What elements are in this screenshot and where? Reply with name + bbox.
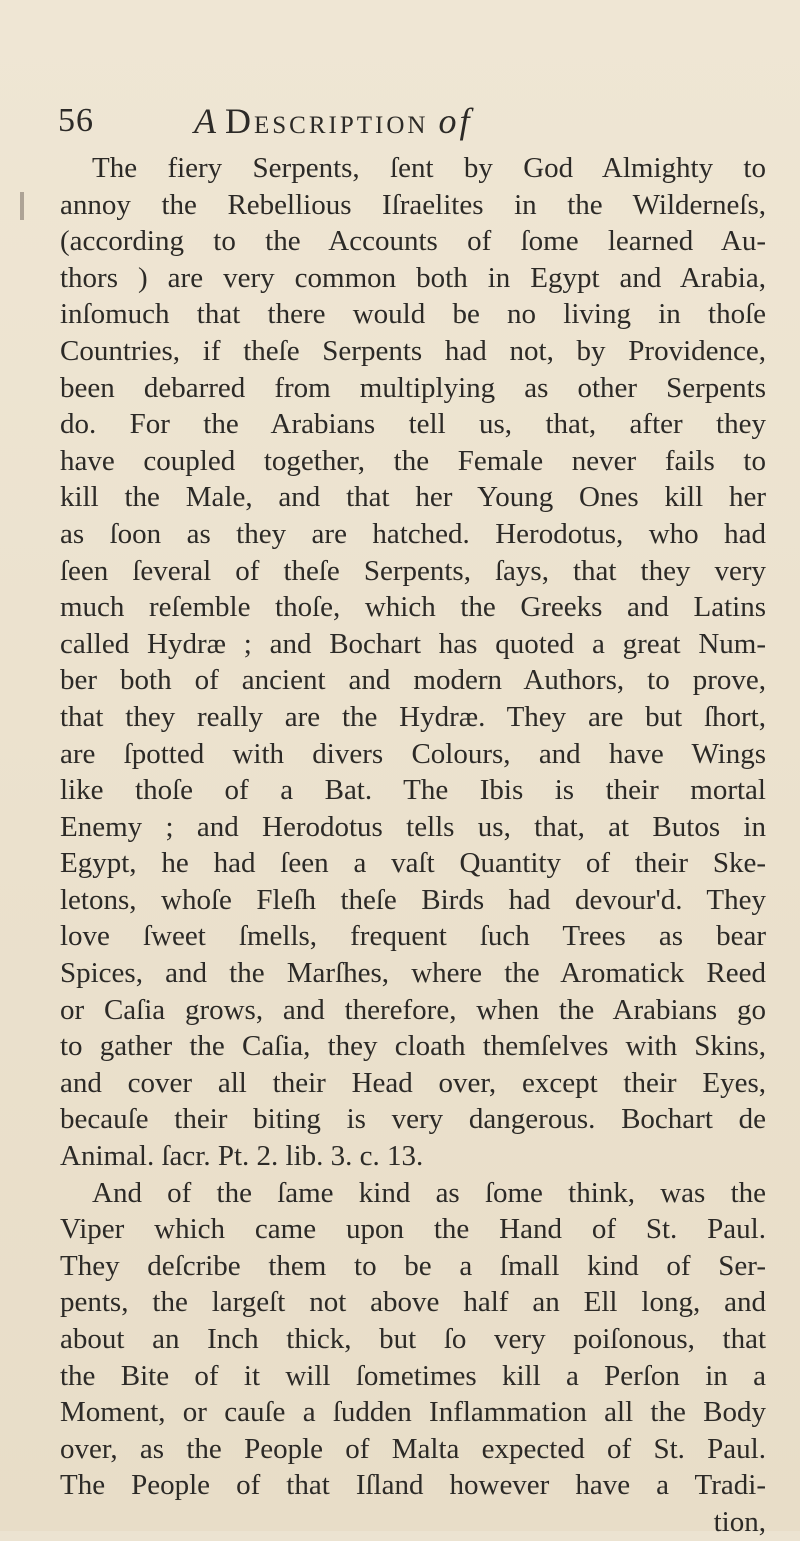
- text-line: ſeen ſeveral of theſe Serpents, ſays, that they very: [60, 554, 766, 587]
- text-line: (according to the Accounts of ſome learned Au-: [60, 225, 766, 258]
- text-line: are ſpotted with divers Colours, and have Wings: [60, 737, 766, 770]
- text-line: annoy the Rebellious Iſraelites in the Wilderneſs,: [60, 188, 766, 221]
- text-line: been debarred from multiplying as other Serpents: [60, 371, 766, 404]
- text-line: about an Inch thick, but ſo very poiſonous, that: [60, 1323, 766, 1355]
- running-title-word: Description: [225, 101, 429, 141]
- text-line: Enemy ; and Herodotus tells us, that, at Butos in: [60, 810, 766, 843]
- text-line: have coupled together, the Female never fails to: [60, 444, 766, 477]
- margin-mark: [20, 192, 24, 220]
- text-line: Animal. ſacr. Pt. 2. lib. 3. c. 13.: [60, 1140, 424, 1173]
- catchword: tion,: [713, 1505, 766, 1538]
- page-number: 56: [58, 102, 94, 139]
- text-line: Egypt, he had ſeen a vaſt Quantity of their Ske-: [60, 847, 766, 880]
- text-line: Countries, if theſe Serpents had not, by Providence,: [60, 334, 766, 367]
- text-line: Moment, or cauſe a ſudden Inflammation all the Body: [60, 1396, 766, 1429]
- text-line: much reſemble thoſe, which the Greeks and Latins: [60, 591, 766, 624]
- text-line: do. For the Arabians tell us, that, after they: [60, 408, 766, 441]
- text-line: called Hydræ ; and Bochart has quoted a great Num-: [60, 627, 766, 660]
- text-line: to gather the Caſia, they cloath themſelves with Skins,: [60, 1030, 766, 1063]
- text-line: ber both of ancient and modern Authors, to prove,: [60, 664, 766, 697]
- text-line: over, as the People of Malta expected of St. Paul.: [60, 1432, 766, 1465]
- text-line: thors ) are very common both in Egypt and Arabia,: [60, 261, 766, 294]
- text-line: inſomuch that there would be no living in thoſe: [60, 298, 766, 331]
- text-line: kill the Male, and that her Young Ones kill her: [60, 481, 766, 514]
- running-header: [58, 100, 760, 144]
- text-line: They deſcribe them to be a ſmall kind of Ser-: [60, 1249, 766, 1282]
- text-line: letons, whoſe Fleſh theſe Birds had devour'd. They: [60, 883, 766, 916]
- text-line: the Bite of it will ſometimes kill a Perſon in a: [60, 1359, 766, 1392]
- text-line: pents, the largeſt not above half an Ell long, and: [60, 1286, 766, 1319]
- text-line: becauſe their biting is very dangerous. Bochart de: [60, 1103, 766, 1136]
- running-title-initial: A: [194, 101, 219, 141]
- text-line: as ſoon as they are hatched. Herodotus, who had: [60, 517, 766, 550]
- text-line: that they really are the Hydræ. They are but ſhort,: [60, 700, 766, 733]
- running-title: [194, 100, 472, 142]
- text-line: And of the ſame kind as ſome think, was the: [92, 1176, 766, 1209]
- text-line: like thoſe of a Bat. The Ibis is their mortal: [60, 774, 766, 807]
- text-line: The People of that Iſland however have a Tradi-: [60, 1469, 766, 1502]
- running-title-of: of: [438, 101, 473, 141]
- text-line: Viper which came upon the Hand of St. Paul.: [60, 1213, 766, 1246]
- text-line: or Caſia grows, and therefore, when the Arabians go: [60, 993, 766, 1026]
- text-line: love ſweet ſmells, frequent ſuch Trees as bear: [60, 920, 766, 953]
- body-text: [60, 150, 766, 1541]
- text-line: and cover all their Head over, except their Eyes,: [60, 1066, 766, 1099]
- text-line: Spices, and the Marſhes, where the Aromatick Reed: [60, 957, 766, 990]
- text-line: The fiery Serpents, ſent by God Almighty to: [92, 152, 766, 184]
